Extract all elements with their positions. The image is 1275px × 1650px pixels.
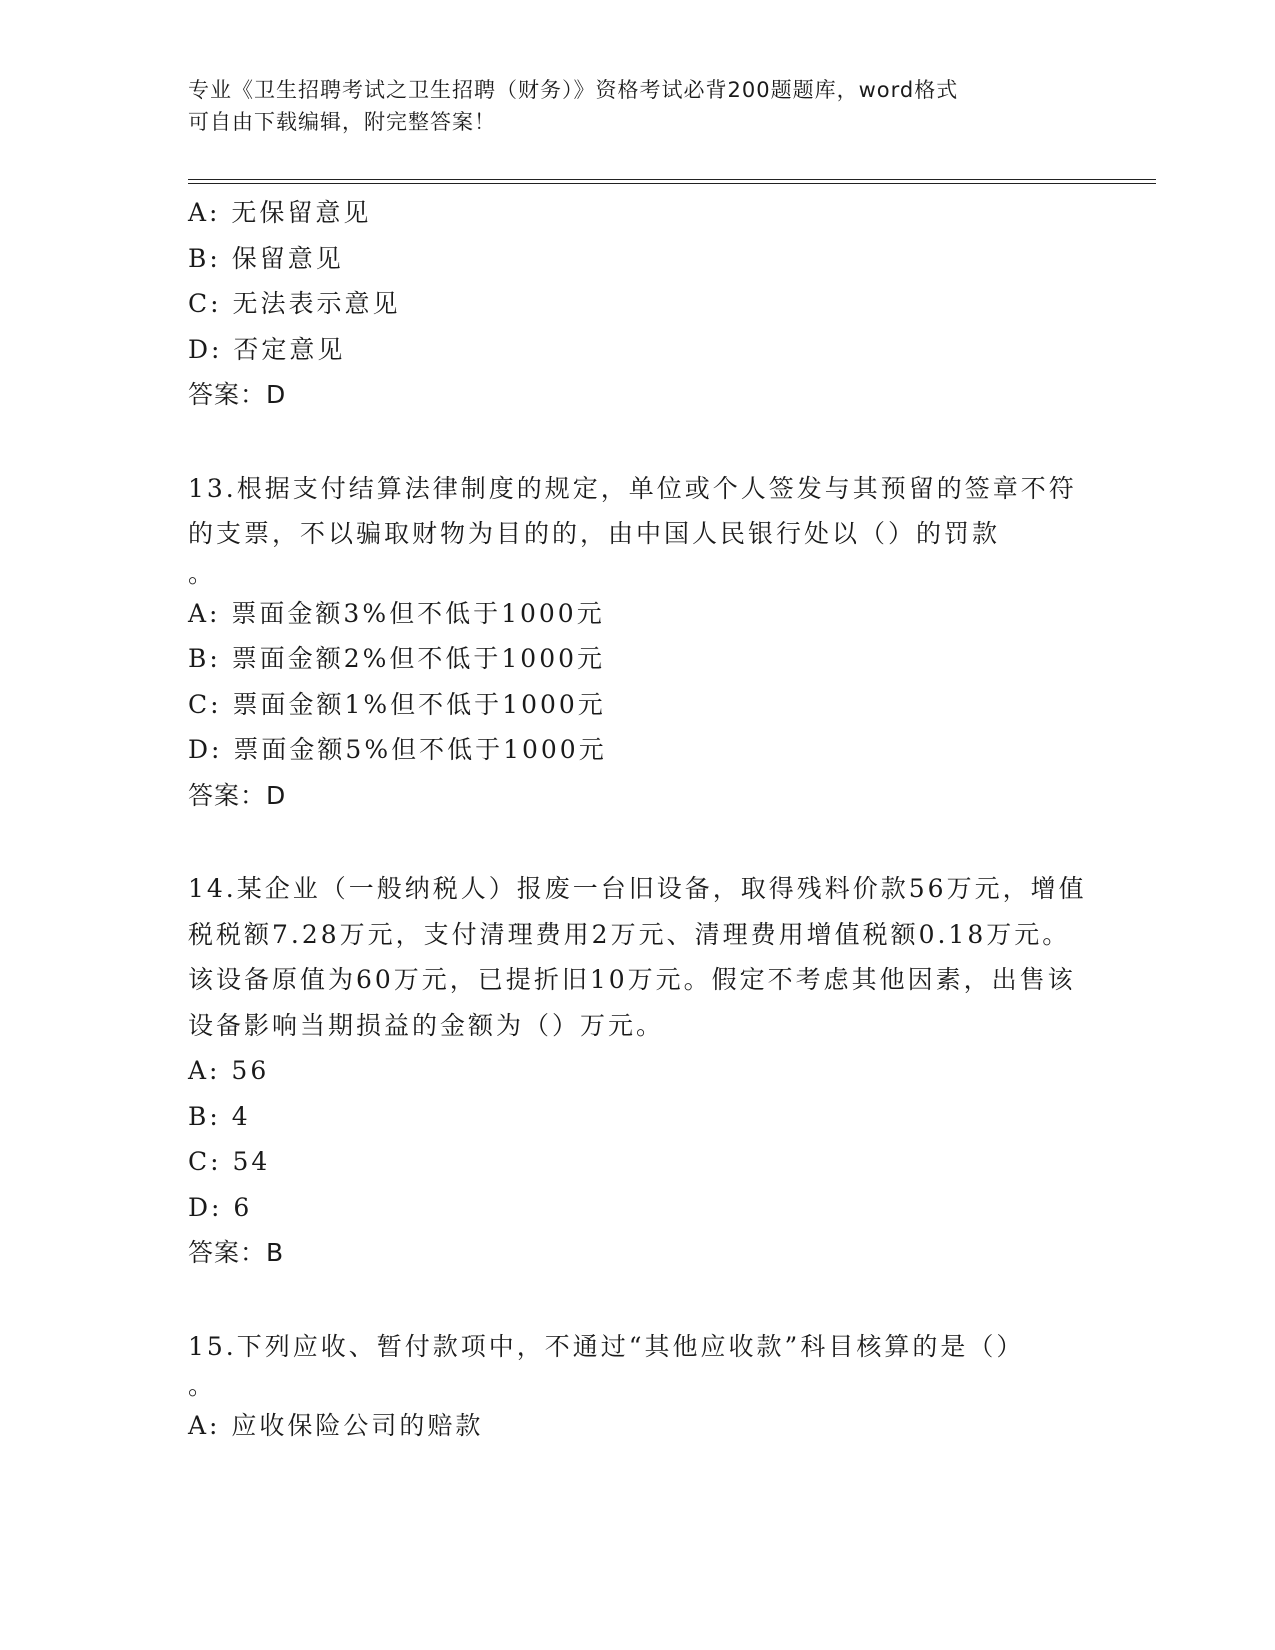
question-content xyxy=(188,190,1088,1449)
question-13-block xyxy=(188,466,1088,819)
option-a: A: 票面金额3%但不低于1000元 xyxy=(188,598,605,628)
question-15-block xyxy=(188,1324,1088,1449)
question-text: 14.某企业（一般纳税人）报废一台旧设备，取得残料价款56万元，增值税税额7.28万元，支付清理费用2万元、清理费用增值税额0.18万元。该设备原值为60万元，已提折旧10万元。假定不考虑其他因素，出售该设备影响当期损益的金额为（）万元。 xyxy=(188,874,1087,1040)
option-d: D: 否定意见 xyxy=(188,334,346,364)
question-tail: 。 xyxy=(188,558,217,588)
option-c: C: 无法表示意见 xyxy=(188,289,401,318)
option-d: D: 票面金额5%但不低于1000元 xyxy=(188,735,607,764)
option-d: D: 6 xyxy=(188,1192,253,1222)
option-a: A: 无保留意见 xyxy=(188,198,372,227)
document-header xyxy=(188,74,1088,138)
question-text: 13.根据支付结算法律制度的规定，单位或个人签发与其预留的签章不符的支票，不以骗取财物为目的的，由中国人民银行处以（）的罚款 xyxy=(188,473,1077,548)
option-c: C: 票面金额1%但不低于1000元 xyxy=(188,689,606,719)
option-a: A: 应收保险公司的赔款 xyxy=(188,1411,484,1440)
answer: 答案：B xyxy=(188,1238,285,1267)
question-14-block xyxy=(188,866,1088,1276)
header-rule-top xyxy=(188,179,1156,180)
header-line-2: 可自由下载编辑，附完整答案！ xyxy=(188,110,496,134)
question-12-block xyxy=(188,190,1088,418)
option-b: B: 保留意见 xyxy=(188,243,344,273)
answer: 答案：D xyxy=(188,780,287,810)
option-b: B: 4 xyxy=(188,1101,251,1131)
question-text: 15.下列应收、暂付款项中，不通过“其他应收款”科目核算的是（） xyxy=(188,1331,1025,1361)
header-rule-bottom xyxy=(188,183,1156,184)
option-a: A: 56 xyxy=(188,1056,270,1085)
option-c: C: 54 xyxy=(188,1147,271,1176)
answer: 答案：D xyxy=(188,380,287,409)
question-tail: 。 xyxy=(188,1371,217,1400)
option-b: B: 票面金额2%但不低于1000元 xyxy=(188,644,606,673)
header-line-1: 专业《卫生招聘考试之卫生招聘（财务）》资格考试必背200题题库，word格式 xyxy=(188,78,959,102)
